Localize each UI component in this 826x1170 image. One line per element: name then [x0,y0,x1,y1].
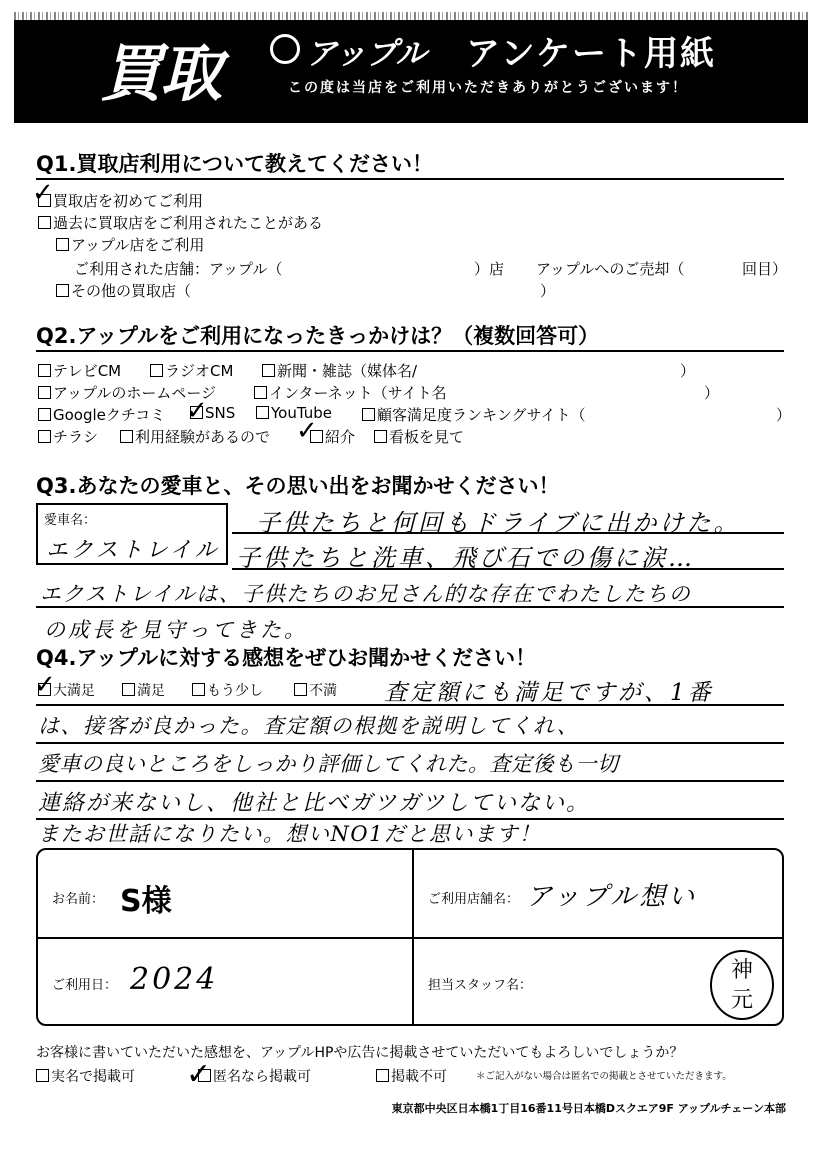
q4-answer-line-1: 査定額にも満足ですが、1番 [384,680,714,706]
q4-underline-2 [36,742,784,744]
q1-option-apple-store[interactable]: アップル店をご利用 [56,234,204,255]
q2-option-signboard[interactable]: 看板を見て [374,426,464,447]
q1-sales-count-prefix: アップルへのご売却（ [536,260,685,278]
q4-option-satisfied[interactable]: 満足 [122,680,165,700]
consent-option-no[interactable]: 掲載不可 [376,1066,447,1086]
checkbox[interactable] [374,430,387,443]
checkbox[interactable] [38,430,51,443]
q3-answer-line-4: の成長を見守ってきた。 [44,618,308,642]
q1-sales-count-suffix: 回目） [742,260,788,278]
consent-option-anonymous[interactable]: 匿名なら掲載可 [198,1066,311,1086]
checkbox[interactable] [56,238,69,251]
seal-char-2: 元 [730,988,753,1013]
q4-heading: Q4.アップルに対する感想をぜひお聞かせください！ [36,646,537,670]
date-label: ご利用日： [52,978,118,993]
name-label: お名前： [52,892,105,907]
q2-option-youtube[interactable]: YouTube [256,404,332,422]
checkbox[interactable] [376,1069,389,1082]
q4-answer-line-5: またお世話になりたい。想いNO1だと思います！ [38,822,542,846]
q4-underline-1 [36,704,784,706]
q3-answer-line-2: 子供たちと洗車、飛び石での傷に涙… [236,544,695,572]
checkbox[interactable] [256,406,269,419]
q2-option-google[interactable]: Googleクチコミ [38,404,165,425]
q1-option-used-before[interactable]: 過去に買取店をご利用されたことがある [38,212,323,233]
box-horizontal-divider [38,937,782,939]
check-mark-icon: ✓ [32,178,54,208]
q1-heading: Q1.買取店利用について教えてください！ [36,152,434,176]
q3-answer-line-3: エクストレイルは、子供たちのお兄さん的な存在でわたしたちの [40,582,692,606]
q2-newspaper-close: ） [680,362,696,380]
store-label: ご利用店舗名： [428,892,520,907]
date-value: 2024 [130,962,219,997]
brand-logo: アップル [306,36,427,72]
seal-char-1: 神 [730,958,753,983]
checkbox[interactable] [294,683,307,696]
q4-option-very-satisfied[interactable]: 大満足 [38,680,95,700]
kaitori-logo: 買取 [100,37,221,110]
header-banner [14,20,808,123]
q4-answer-line-2: は、接客が良かった。査定額の根拠を説明してくれ、 [38,714,580,738]
car-name-label: 愛車名： [44,513,97,528]
checkbox[interactable] [150,364,163,377]
q1-store-used-prefix: ご利用された店舗：アップル（ [74,260,283,278]
consent-option-real-name[interactable]: 実名で掲載可 [36,1066,135,1086]
q2-option-internet[interactable]: インターネット（サイト名 [254,382,447,403]
q2-option-sns[interactable]: SNS [190,404,235,422]
checkbox[interactable] [36,1069,49,1082]
q4-option-unsatisfied[interactable]: 不満 [294,680,337,700]
q4-underline-3 [36,780,784,782]
staff-label: 担当スタッフ名： [428,978,533,993]
q1-store-used-suffix: ）店 [474,260,505,278]
checkbox[interactable] [362,408,375,421]
q2-ranking-close: ） [776,406,792,424]
thanks-message: この度は当店をご利用いただきありがとうございます！ [288,80,688,96]
store-value: アップル想い [526,882,698,912]
check-mark-icon: ✓ [186,396,208,426]
q2-option-flyer[interactable]: チラシ [38,426,98,447]
consent-note: ＊ご記入がない場合は匿名での掲載とさせていただきます。 [476,1071,732,1082]
q1-divider [36,178,784,180]
q3-answer-line-1: 子供たちと何回もドライブに出かけた。 [256,509,741,537]
q2-heading: Q2.アップルをご利用になったきっかけは？（複数回答可） [36,324,600,348]
checkbox[interactable] [38,216,51,229]
check-mark-icon: ✓ [34,670,56,700]
car-name-box [36,503,228,565]
checkbox[interactable] [122,683,135,696]
q1-option-first-time[interactable]: 買取店を初めてご利用 [38,190,203,211]
consent-question: お客様に書いていただいた感想を、アップルHPや広告に掲載させていただいてもよろしいでしょうか？ [36,1045,684,1061]
q3-underline-1 [232,532,784,534]
q2-option-referral[interactable]: 紹介 [310,426,355,447]
q3-underline-3 [36,606,784,608]
q1-other-store-suffix: ） [540,282,556,300]
checkbox[interactable] [262,364,275,377]
q2-internet-close: ） [704,384,720,402]
q2-option-newspaper[interactable]: 新聞・雑誌（媒体名/ [262,360,417,381]
q4-answer-line-4: 連絡が来ないし、他社と比べガツガツしていない。 [38,791,591,816]
q2-option-ranking[interactable]: 顧客満足度ランキングサイト（ [362,404,586,425]
checkbox[interactable] [120,430,133,443]
checkbox[interactable] [192,683,205,696]
checkbox[interactable] [38,386,51,399]
customer-info-box [36,848,784,1026]
q3-underline-2 [232,568,784,570]
check-mark-icon: ✓ [296,416,318,446]
q3-heading: Q3.あなたの愛車と、その思い出をお聞かせください！ [36,474,560,498]
q4-option-more[interactable]: もう少し [192,680,263,700]
checkbox[interactable] [38,408,51,421]
q2-option-homepage[interactable]: アップルのホームページ [38,382,216,403]
q2-option-experience[interactable]: 利用経験があるので [120,426,270,447]
q2-option-tv[interactable]: テレビCM [38,360,121,381]
q4-answer-line-3: 愛車の良いところをしっかり評価してくれた。査定後も一切 [38,752,619,776]
q2-option-radio[interactable]: ラジオCM [150,360,233,381]
checkbox[interactable] [254,386,267,399]
q2-divider [36,350,784,352]
checkbox[interactable] [38,364,51,377]
apple-logo-icon [270,34,300,64]
check-mark-icon: ✓ [186,1057,212,1092]
form-title: アンケート用紙 [466,34,716,74]
staff-seal [710,950,774,1020]
q1-option-other-store[interactable]: その他の買取店（ [56,280,191,301]
footer-address: 東京都中央区日本橋1丁目16番11号日本橋Dスクエア9F アップルチェーン本部 [391,1102,786,1115]
checkbox[interactable] [56,284,69,297]
car-name-value: エクストレイル [46,538,220,563]
name-value: S様 [120,884,172,919]
